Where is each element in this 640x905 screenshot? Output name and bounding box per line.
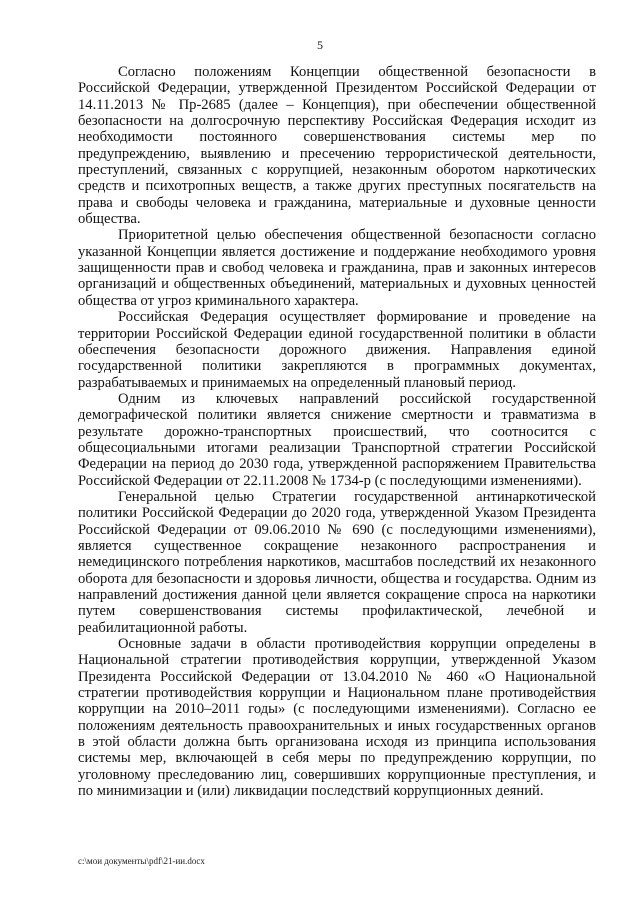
footer-file-path: c:\мои документы\pdf\21-ии.docx: [78, 856, 205, 866]
page-number: 5: [317, 38, 323, 52]
paragraph-road-safety-policy: Российская Федерация осуществляет формирование и проведение на территории Российской Федерации единой государственной политики в области обеспечения безопасности дорожного движения. Направления единой государственной политики закрепляются в программных документах, разрабатываемых и принимаемых на определенный плановый период.: [78, 309, 596, 391]
document-body: [78, 64, 596, 799]
paragraph-concept-provisions: Согласно положениям Концепции общественной безопасности в Российской Федерации, утвержденной Президентом Российской Федерации от 14.11.2013 № Пр-2685 (далее – Концепция), при обеспечении общественной безопасности на долгосрочную перспективу Российская Федерация исходит из необходимости постоянного совершенствования системы мер по предупреждению, выявлению и пресечению террористической деятельности, преступлений, связанных с коррупцией, незаконным оборотом наркотических средств и психотропных веществ, а также других преступных посягательств на права и свободы человека и гражданина, материальные и духовные ценности общества.: [78, 64, 596, 228]
paragraph-demographic-policy: Одним из ключевых направлений российской государственной демографической политики является снижение смертности и травматизма в результате дорожно-транспортных происшествий, что соотносится с общесоциальными итогами реализации Транспортной стратегии Российской Федерации на период до 2030 года, утвержденной распоряжением Правительства Российской Федерации от 22.11.2008 № 1734-р (с последующими изменениями).: [78, 390, 596, 489]
paragraph-antidrug-strategy: Генеральной целью Стратегии государственной антинаркотической политики Российской Федерации до 2020 года, утвержденной Указом Президента Российской Федерации от 09.06.2010 № 690 (с последующими изменениями), является существенное сокращение незаконного распространения и немедицинского потребления наркотиков, масштабов последствий их незаконного оборота для безопасности и здоровья личности, общества и государства. Одним из направлений достижения данной цели является сокращение спроса на наркотики путем совершенствования системы профилактической, лечебной и реабилитационной работы.: [78, 488, 596, 636]
paragraph-anticorruption-strategy: Основные задачи в области противодействия коррупции определены в Национальной стратегии противодействия коррупции, утвержденной Указом Президента Российской Федерации от 13.04.2010 № 460 «О Национальной стратегии противодействия коррупции и Национальном плане противодействия коррупции на 2010–2011 годы» (с последующими изменениями). Согласно ее положениям деятельность правоохранительных и иных государственных органов в этой области должна быть организована исходя из принципа использования системы мер, включающей в себя меры по предупреждению коррупции, по уголовному преследованию лиц, совершивших коррупционные преступления, и по минимизации и (или) ликвидации последствий коррупционных деяний.: [78, 636, 596, 800]
paragraph-priority-goal: Приоритетной целью обеспечения общественной безопасности согласно указанной Концепции является достижение и поддержание необходимого уровня защищенности прав и свобод человека и гражданина, прав и законных интересов организаций и общественных объединений, материальных и духовных ценностей общества от угроз криминального характера.: [78, 227, 596, 309]
